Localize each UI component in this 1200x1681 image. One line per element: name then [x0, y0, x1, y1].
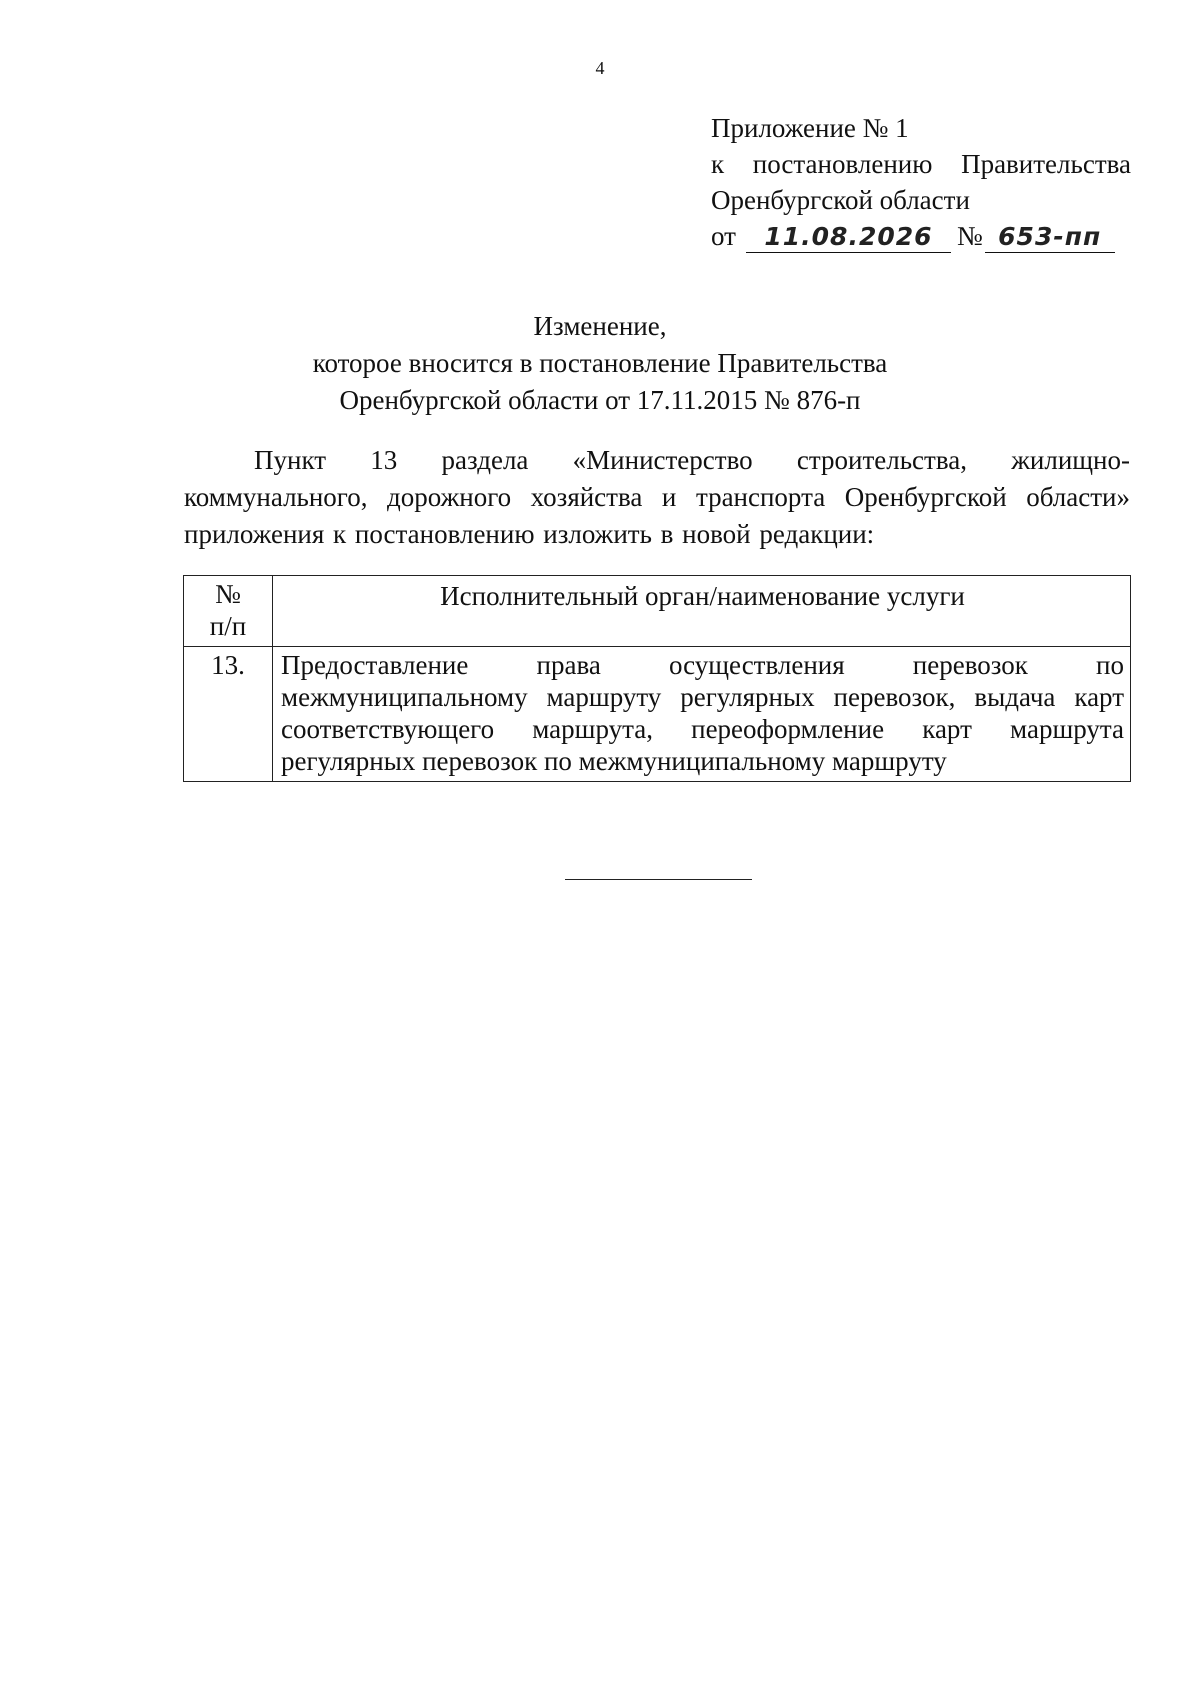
header-number-abbrev: п/п — [209, 611, 247, 641]
row-text-cell: Предоставление права осуществления перевозок по межмуниципальному маршруту регулярных перевозок, выдача карт соответствующего маршрута, переоформление карт маршрута регулярных перевозок по межмуниципальному маршруту — [273, 647, 1131, 782]
services-table — [183, 575, 1131, 782]
handwritten-date: 11.08.2026 — [746, 222, 951, 253]
handwritten-number: 653-пп — [985, 222, 1115, 253]
appendix-title: Приложение № 1 — [711, 113, 909, 143]
table-row — [184, 647, 1131, 782]
page-number: 4 — [595, 58, 605, 78]
row-number-cell: 13. — [184, 647, 273, 782]
document-heading — [0, 308, 1200, 419]
number-label: № — [956, 221, 983, 251]
body-paragraph: Пункт 13 раздела «Министерство строительства, жилищно-коммунального, дорожного хозяйства и транспорта Оренбургской области» приложения к постановлению изложить в новой редакции: — [184, 445, 1130, 549]
header-title-cell: Исполнительный орган/наименование услуги — [273, 576, 1131, 647]
appendix-date-number-row — [711, 218, 1131, 254]
date-prefix: от — [711, 221, 736, 251]
header-number-cell — [184, 576, 273, 647]
header-number-symbol: № — [215, 579, 241, 609]
appendix-resolution-line: к постановлению Правительства — [711, 149, 1131, 179]
appendix-region-line: Оренбургской области — [711, 185, 970, 215]
table-header-row — [184, 576, 1131, 647]
heading-title: Изменение, — [533, 311, 667, 341]
closing-rule — [565, 879, 752, 880]
appendix-block — [711, 110, 1131, 254]
heading-reference: Оренбургской области от 17.11.2015 № 876-п — [339, 385, 861, 415]
heading-subtitle: которое вносится в постановление Правительства — [312, 348, 888, 378]
